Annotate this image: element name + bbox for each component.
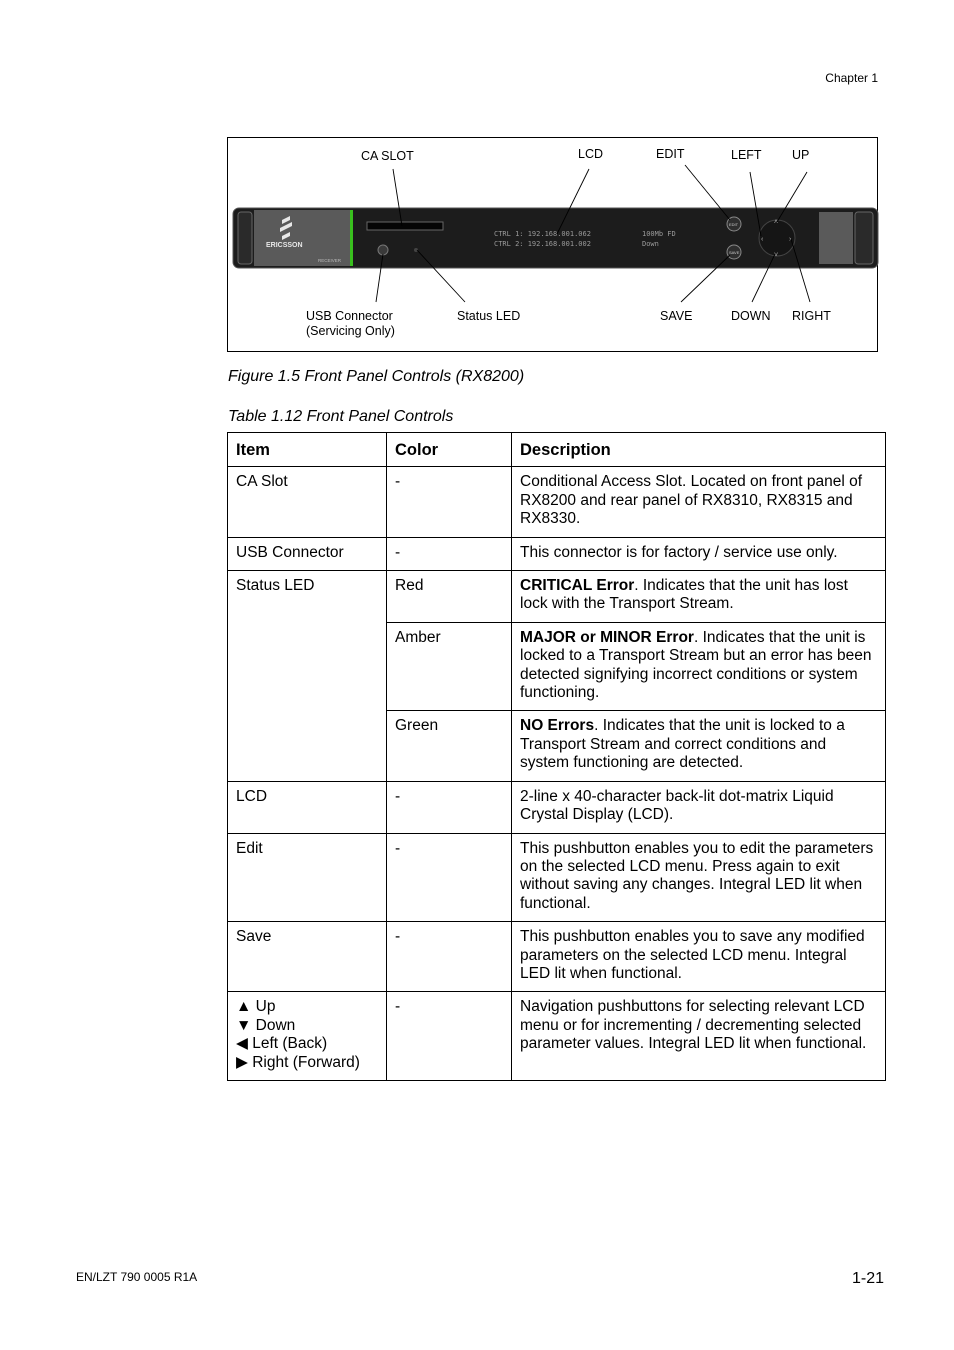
up-arrow-icon: ˄	[774, 219, 779, 226]
edit-button-label: EDIT	[729, 222, 739, 227]
right-plate	[819, 212, 853, 264]
callout-edit: EDIT	[656, 147, 685, 161]
cell-description: This pushbutton enables you to edit the parameters on the selected LCD menu. Press again to exit without saving any changes. Integral LED lit when functional.	[512, 833, 886, 922]
error-level-label: MAJOR or MINOR Error	[520, 628, 694, 646]
table-row	[228, 571, 886, 623]
description-text: . Indicates that the unit is locked to a Transport Stream but an error has been detected signifying incorrect conditions or system functioning.	[520, 628, 872, 702]
cell-description	[512, 622, 886, 711]
nav-item-right: ▶ Right (Forward)	[236, 1053, 360, 1071]
header-color: Color	[387, 433, 512, 467]
table-row	[228, 992, 886, 1081]
document-id: EN/LZT 790 0005 R1A	[76, 1270, 198, 1284]
error-level-label: CRITICAL Error	[520, 577, 635, 595]
page-number: 1-21	[851, 1270, 884, 1287]
callout-ca-slot: CA SLOT	[361, 149, 414, 163]
table-caption: Table 1.12 Front Panel Controls	[228, 408, 454, 425]
callout-down: DOWN	[731, 309, 771, 323]
nav-item-down: ▼ Down	[236, 1016, 296, 1034]
left-arrow-icon: ‹	[761, 236, 764, 243]
figure-caption: Figure 1.5 Front Panel Controls (RX8200)	[228, 368, 525, 385]
lcd-status-1: 100Mb FD	[642, 230, 676, 238]
cell-color: Amber	[387, 622, 512, 711]
cell-description: This connector is for factory / service use only.	[512, 537, 886, 570]
cell-item: Save	[228, 922, 387, 992]
save-button-label: SAVE	[729, 250, 740, 255]
ca-slot-opening	[367, 222, 443, 230]
cell-color: -	[387, 537, 512, 570]
cell-description	[512, 571, 886, 623]
model-text: RECEIVER	[318, 258, 342, 263]
rack-ear-left	[238, 212, 252, 264]
brand-text: ERICSSON	[266, 242, 303, 249]
cell-color: Red	[387, 571, 512, 623]
header-item: Item	[228, 433, 387, 467]
header-description: Description	[512, 433, 886, 467]
cell-item: CA Slot	[228, 467, 387, 537]
cell-item: LCD	[228, 781, 387, 833]
usb-port-icon	[378, 245, 388, 255]
cell-description: This pushbutton enables you to save any modified parameters on the selected LCD menu. Integral LED lit when functional.	[512, 922, 886, 992]
callout-left: LEFT	[731, 148, 762, 162]
nav-item-up: ▲ Up	[236, 998, 276, 1016]
table-row	[228, 467, 886, 537]
cell-color: -	[387, 781, 512, 833]
lcd-line-1: CTRL 1: 192.168.001.062	[494, 230, 591, 238]
cell-color: Green	[387, 711, 512, 781]
cell-description: Conditional Access Slot. Located on front panel of RX8200 and rear panel of RX8310, RX8315 and RX8330.	[512, 467, 886, 537]
description-text: . Indicates that the unit has lost lock with the Transport Stream.	[520, 577, 848, 613]
error-level-label: NO Errors	[520, 717, 595, 735]
lcd-status-2: Down	[642, 240, 659, 248]
cell-description	[512, 711, 886, 781]
callout-usb-line2: (Servicing Only)	[306, 324, 395, 338]
callout-right: RIGHT	[792, 309, 831, 323]
front-panel-figure	[227, 137, 878, 352]
cell-color: -	[387, 833, 512, 922]
cell-description: Navigation pushbuttons for selecting relevant LCD menu or for incrementing / decrementing selected parameter values. Integral LED lit when functional.	[512, 992, 886, 1081]
table-row	[228, 781, 886, 833]
cell-item: Status LED	[228, 571, 387, 782]
nav-item-left: ◀ Left (Back)	[236, 1035, 328, 1053]
green-accent-stripe	[350, 210, 353, 266]
description-text: . Indicates that the unit is locked to a Transport Stream and correct conditions and system functioning are detected.	[520, 717, 845, 772]
callout-save: SAVE	[660, 309, 693, 323]
table-row	[228, 537, 886, 570]
cell-color: -	[387, 467, 512, 537]
callout-up: UP	[792, 148, 810, 162]
table-row	[228, 833, 886, 922]
rack-ear-right	[855, 212, 873, 264]
right-arrow-icon: ›	[789, 236, 792, 243]
cell-item	[228, 992, 387, 1081]
down-arrow-icon: ˅	[774, 252, 779, 259]
table-row	[228, 922, 886, 992]
cell-color: -	[387, 922, 512, 992]
chapter-header: Chapter 1	[825, 71, 878, 85]
lcd-line-2: CTRL 2: 192.168.001.002	[494, 240, 591, 248]
cell-item: Edit	[228, 833, 387, 922]
table-header-row	[228, 433, 886, 467]
cell-color: -	[387, 992, 512, 1081]
front-panel-controls-table	[227, 432, 886, 1081]
cell-item: USB Connector	[228, 537, 387, 570]
callout-status-led: Status LED	[457, 309, 521, 323]
callout-usb-line1: USB Connector	[306, 309, 393, 323]
cell-description: 2-line x 40-character back-lit dot-matrix Liquid Crystal Display (LCD).	[512, 781, 886, 833]
callout-lcd: LCD	[578, 147, 604, 161]
